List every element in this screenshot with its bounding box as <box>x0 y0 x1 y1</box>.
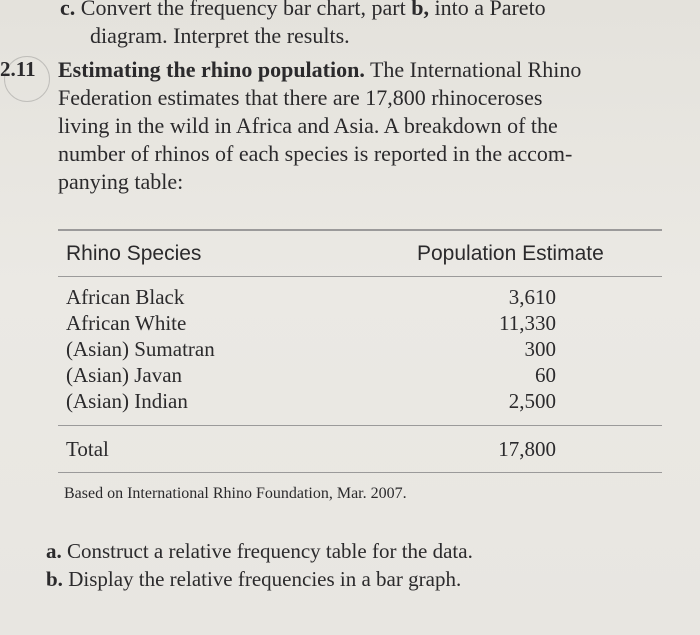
table-top-rule <box>58 229 662 231</box>
estimate-cell: 11,330 <box>499 311 556 335</box>
total-row <box>66 436 556 462</box>
total-label: Total <box>66 437 109 461</box>
part-c-text: Convert the frequency bar chart, part <box>80 0 406 20</box>
question-a <box>46 537 473 565</box>
question-b <box>46 565 461 593</box>
header-rule <box>58 276 662 277</box>
question-a-label: a. <box>46 539 62 563</box>
estimate-cell: 60 <box>535 363 556 387</box>
estimate-cell: 300 <box>524 337 556 361</box>
species-cell: (Asian) Indian <box>66 389 188 413</box>
problem-line-1 <box>58 56 581 84</box>
table-row <box>66 310 556 336</box>
species-cell: African White <box>66 311 187 335</box>
header-species: Rhino Species <box>66 242 202 265</box>
problem-line-4: number of rhinos of each species is reported in the accom- <box>58 141 573 166</box>
problem-line-3: living in the wild in Africa and Asia. A breakdown of the <box>58 113 558 138</box>
table-bottom-rule <box>58 472 662 473</box>
part-c-ref: b, <box>411 0 429 20</box>
question-b-text: Display the relative frequencies in a bar graph. <box>68 567 462 591</box>
table-row <box>66 388 556 414</box>
problem-line-5: panying table: <box>58 169 184 194</box>
total-value: 17,800 <box>498 437 556 461</box>
table-row <box>66 336 556 362</box>
species-cell: (Asian) Sumatran <box>66 337 215 361</box>
species-cell: African Black <box>66 285 185 309</box>
problem-text-1: The International Rhino <box>369 57 582 82</box>
table-row <box>66 362 556 388</box>
problem-line-2: Federation estimates that there are 17,800 rhinoceroses <box>58 85 543 110</box>
part-c-line-1 <box>60 0 546 22</box>
problem-title: Estimating the rhino population. <box>58 57 365 82</box>
header-estimate: Population Estimate <box>417 242 604 265</box>
part-c-label: c. <box>60 0 76 20</box>
estimate-cell: 3,610 <box>508 285 556 309</box>
problem-number: 2.11 <box>0 57 36 81</box>
estimate-cell: 2,500 <box>508 389 556 413</box>
part-c-line-2: diagram. Interpret the results. <box>90 23 350 48</box>
table-row <box>66 284 556 310</box>
species-cell: (Asian) Javan <box>66 363 183 387</box>
part-c-text-end: into a Pareto <box>434 0 546 20</box>
table-source-note: Based on International Rhino Foundation, Mar. 2007. <box>64 485 407 502</box>
question-a-text: Construct a relative frequency table for the data. <box>67 539 473 563</box>
question-b-label: b. <box>46 567 63 591</box>
total-rule <box>58 425 662 426</box>
